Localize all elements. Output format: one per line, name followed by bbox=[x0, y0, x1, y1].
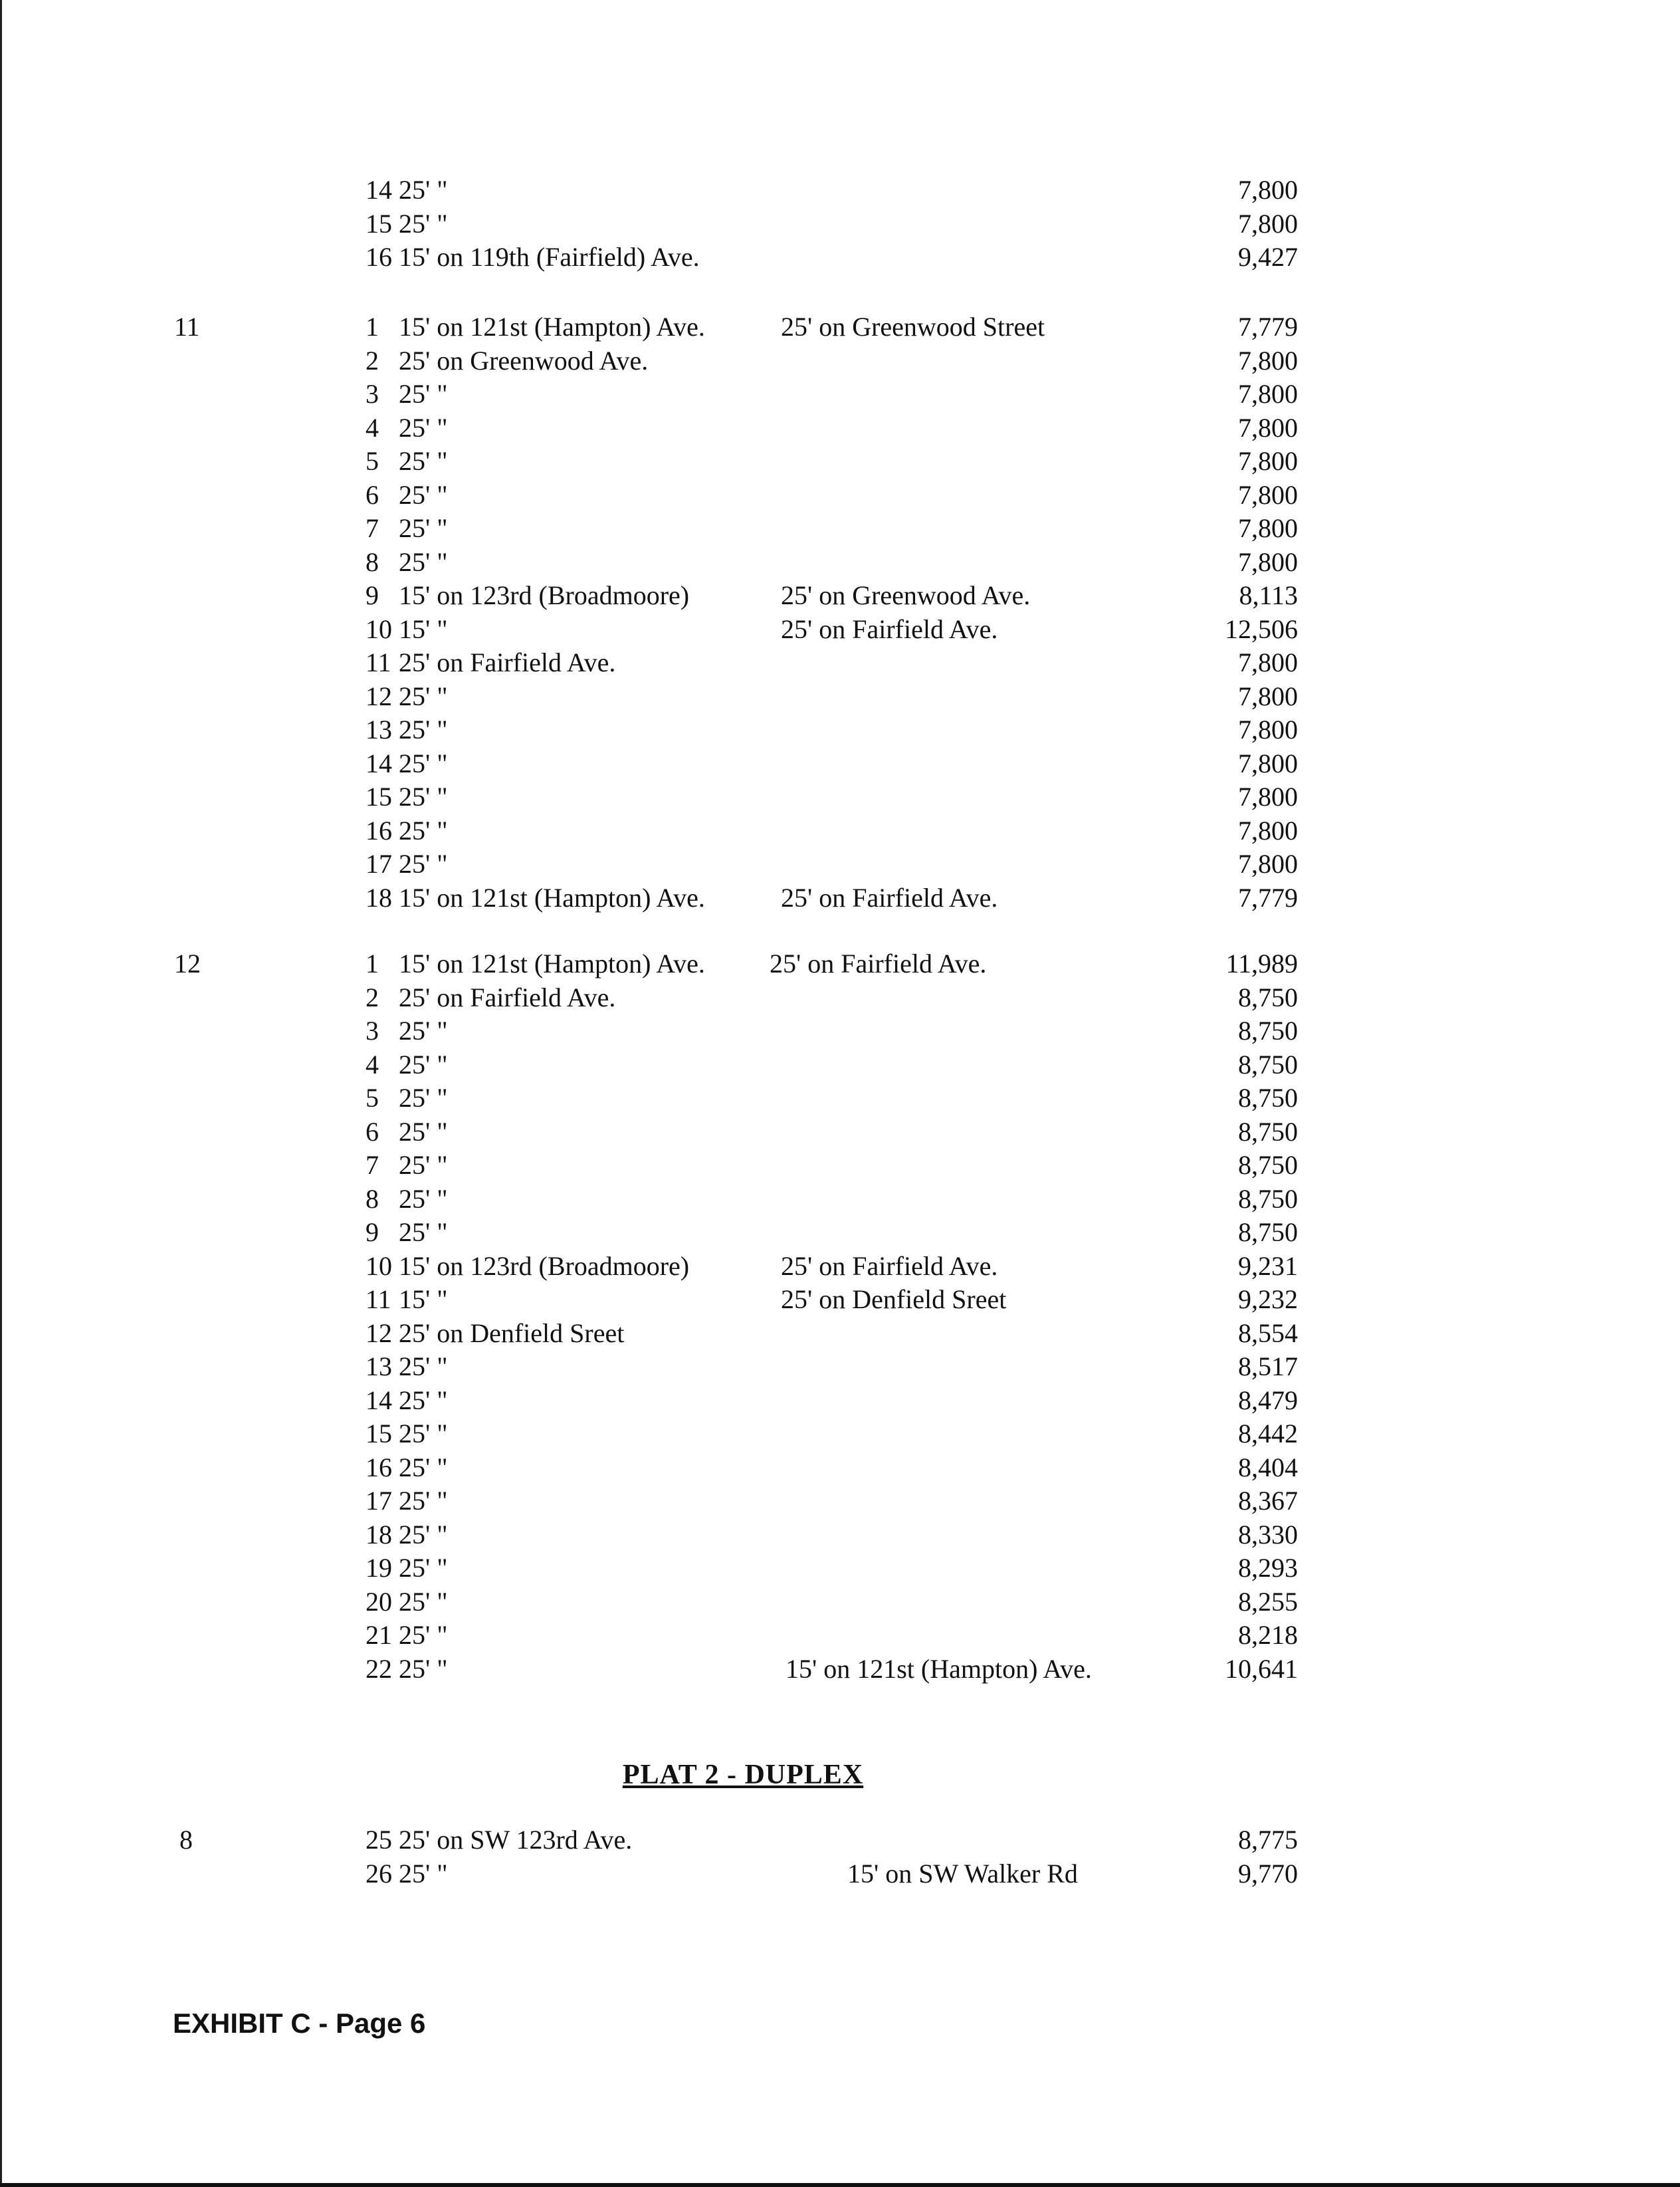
table-row bbox=[0, 479, 1680, 516]
lot-number: 18 bbox=[366, 1519, 392, 1550]
side-frontage: 25' on Fairfield Ave. bbox=[781, 1250, 998, 1281]
table-row bbox=[0, 1653, 1680, 1690]
lot-area: 8,750 bbox=[1238, 1217, 1298, 1247]
frontage: 15' " bbox=[399, 1284, 448, 1314]
frontage: 25' on SW 123rd Ave. bbox=[399, 1825, 633, 1855]
lot-area: 7,779 bbox=[1238, 312, 1298, 342]
lot-area: 7,779 bbox=[1238, 882, 1298, 913]
lot-area: 8,442 bbox=[1238, 1419, 1298, 1448]
table-row bbox=[0, 815, 1680, 852]
lot-number: 16 bbox=[366, 1452, 392, 1482]
lot-number: 14 bbox=[366, 175, 392, 205]
lot-area: 7,800 bbox=[1238, 546, 1298, 577]
lot-number: 22 bbox=[366, 1653, 392, 1684]
frontage: 15' " bbox=[399, 614, 448, 644]
side-frontage: 25' on Fairfield Ave. bbox=[781, 882, 998, 913]
table-row bbox=[0, 1586, 1680, 1623]
table-row bbox=[0, 984, 1680, 1018]
lot-area: 8,750 bbox=[1238, 982, 1298, 1012]
lot-area: 11,989 bbox=[1225, 949, 1298, 978]
frontage: 25' " bbox=[399, 513, 448, 543]
frontage: 15' on 121st (Hampton) Ave. bbox=[399, 882, 705, 913]
lot-area: 7,800 bbox=[1238, 715, 1298, 745]
frontage: 15' on 121st (Hampton) Ave. bbox=[399, 312, 705, 342]
table-row bbox=[0, 616, 1680, 650]
lot-number: 1 bbox=[366, 312, 379, 342]
table-row bbox=[0, 1387, 1680, 1421]
table-row bbox=[0, 1049, 1680, 1086]
table-row bbox=[0, 244, 1680, 278]
side-frontage: 25' on Fairfield Ave. bbox=[781, 614, 998, 644]
lot-number: 15 bbox=[366, 208, 392, 239]
block-number: 12 bbox=[174, 949, 201, 978]
lot-number: 2 bbox=[366, 982, 379, 1012]
table-row bbox=[0, 1488, 1680, 1522]
lot-number: 9 bbox=[366, 1217, 379, 1247]
frontage: 25' " bbox=[399, 1620, 448, 1650]
lot-number: 21 bbox=[366, 1620, 392, 1650]
lot-area: 7,800 bbox=[1238, 175, 1298, 205]
table-row bbox=[0, 1320, 1680, 1354]
table-row bbox=[0, 717, 1680, 750]
frontage: 25' " bbox=[399, 1183, 448, 1214]
lot-area: 7,800 bbox=[1238, 849, 1298, 879]
lot-number: 9 bbox=[366, 580, 379, 610]
block-12-section bbox=[0, 951, 1680, 1689]
frontage: 15' on 121st (Hampton) Ave. bbox=[399, 949, 705, 978]
continuation-rows bbox=[0, 177, 1680, 278]
lot-number: 3 bbox=[366, 379, 379, 409]
lot-number: 10 bbox=[366, 614, 392, 644]
lot-area: 8,367 bbox=[1238, 1486, 1298, 1516]
lot-area: 7,800 bbox=[1238, 782, 1298, 812]
lot-area: 8,750 bbox=[1238, 1150, 1298, 1180]
frontage: 25' " bbox=[399, 208, 448, 239]
frontage: 25' on Denfield Sreet bbox=[399, 1318, 625, 1348]
table-row bbox=[0, 1353, 1680, 1387]
lot-area: 8,255 bbox=[1238, 1586, 1298, 1617]
lot-area: 8,554 bbox=[1238, 1318, 1298, 1348]
table-row bbox=[0, 1519, 1680, 1555]
frontage: 25' " bbox=[399, 1486, 448, 1516]
lot-number: 6 bbox=[366, 479, 379, 510]
lot-number: 5 bbox=[366, 1083, 379, 1113]
lot-area: 8,517 bbox=[1238, 1351, 1298, 1381]
lot-number: 14 bbox=[366, 1385, 392, 1415]
frontage: 25' " bbox=[399, 1653, 448, 1684]
lot-number: 18 bbox=[366, 882, 392, 913]
lot-area: 9,232 bbox=[1238, 1284, 1298, 1314]
frontage: 25' " bbox=[399, 1553, 448, 1583]
lot-area: 7,800 bbox=[1238, 681, 1298, 711]
lot-number: 4 bbox=[366, 1049, 379, 1080]
lot-number: 5 bbox=[366, 446, 379, 476]
lot-number: 16 bbox=[366, 815, 392, 846]
frontage: 25' " bbox=[399, 1385, 448, 1415]
lot-number: 7 bbox=[366, 513, 379, 543]
lot-number: 11 bbox=[366, 647, 391, 677]
frontage: 25' " bbox=[399, 412, 448, 443]
table-row bbox=[0, 1183, 1680, 1220]
lot-number: 3 bbox=[366, 1016, 379, 1046]
side-frontage: 15' on SW Walker Rd bbox=[847, 1858, 1078, 1889]
lot-area: 8,750 bbox=[1238, 1049, 1298, 1080]
table-row bbox=[0, 1286, 1680, 1320]
lot-number: 17 bbox=[366, 1486, 392, 1516]
lot-area: 8,113 bbox=[1239, 580, 1298, 610]
frontage: 25' " bbox=[399, 1083, 448, 1113]
frontage: 25' " bbox=[399, 1049, 448, 1080]
frontage: 25' " bbox=[399, 1858, 448, 1889]
lot-number: 10 bbox=[366, 1250, 392, 1281]
table-row bbox=[0, 1827, 1680, 1861]
side-frontage: 25' on Denfield Sreet bbox=[781, 1284, 1007, 1314]
lot-number: 1 bbox=[366, 949, 379, 978]
table-row bbox=[0, 546, 1680, 583]
lot-number: 12 bbox=[366, 1318, 392, 1348]
plat-2-block-8-section bbox=[0, 1827, 1680, 1894]
lot-number: 13 bbox=[366, 715, 392, 745]
lot-area: 10,641 bbox=[1225, 1653, 1298, 1684]
lot-area: 7,800 bbox=[1238, 479, 1298, 510]
lot-number: 15 bbox=[366, 1419, 392, 1448]
table-row bbox=[0, 314, 1680, 348]
lot-area: 8,293 bbox=[1238, 1553, 1298, 1583]
lot-area: 8,479 bbox=[1238, 1385, 1298, 1415]
table-row bbox=[0, 1421, 1680, 1454]
block-11-section bbox=[0, 314, 1680, 918]
table-row bbox=[0, 208, 1680, 245]
lot-area: 8,750 bbox=[1238, 1116, 1298, 1147]
frontage: 25' " bbox=[399, 1419, 448, 1448]
frontage: 25' " bbox=[399, 1351, 448, 1381]
lot-area: 8,775 bbox=[1238, 1825, 1298, 1855]
lot-number: 14 bbox=[366, 748, 392, 778]
table-row bbox=[0, 1555, 1680, 1589]
frontage: 25' on Greenwood Ave. bbox=[399, 345, 649, 376]
table-row bbox=[0, 784, 1680, 818]
plat-2-heading: PLAT 2 - DUPLEX bbox=[622, 1760, 864, 1790]
lot-number: 25 bbox=[366, 1825, 392, 1855]
table-row bbox=[0, 1250, 1680, 1287]
lot-area: 8,330 bbox=[1238, 1519, 1298, 1550]
lot-number: 16 bbox=[366, 242, 392, 272]
lot-area: 9,231 bbox=[1238, 1250, 1298, 1281]
table-row bbox=[0, 582, 1680, 616]
frontage: 25' " bbox=[399, 1519, 448, 1550]
lot-number: 8 bbox=[366, 546, 379, 577]
lot-area: 7,800 bbox=[1238, 815, 1298, 846]
lot-area: 8,750 bbox=[1238, 1083, 1298, 1113]
table-row bbox=[0, 1085, 1680, 1119]
table-row bbox=[0, 750, 1680, 784]
frontage: 25' " bbox=[399, 479, 448, 510]
lot-area: 7,800 bbox=[1238, 345, 1298, 376]
frontage: 25' on Fairfield Ave. bbox=[399, 647, 616, 677]
table-row bbox=[0, 851, 1680, 885]
frontage: 25' " bbox=[399, 1116, 448, 1147]
frontage: 25' " bbox=[399, 446, 448, 476]
table-row bbox=[0, 683, 1680, 717]
table-row bbox=[0, 515, 1680, 549]
table-row bbox=[0, 1116, 1680, 1153]
frontage: 25' " bbox=[399, 1016, 448, 1046]
frontage: 25' on Fairfield Ave. bbox=[399, 982, 616, 1012]
lot-number: 13 bbox=[366, 1351, 392, 1381]
table-row bbox=[0, 448, 1680, 482]
table-row bbox=[0, 951, 1680, 984]
table-row bbox=[0, 1622, 1680, 1656]
lot-area: 7,800 bbox=[1238, 748, 1298, 778]
table-row bbox=[0, 1454, 1680, 1488]
table-row bbox=[0, 1219, 1680, 1253]
frontage: 25' " bbox=[399, 1217, 448, 1247]
frontage: 25' " bbox=[399, 782, 448, 812]
lot-area: 8,750 bbox=[1238, 1016, 1298, 1046]
frontage: 25' " bbox=[399, 1586, 448, 1617]
frontage: 25' " bbox=[399, 715, 448, 745]
lot-area: 7,800 bbox=[1238, 513, 1298, 543]
table-row bbox=[0, 1858, 1680, 1895]
table-row bbox=[0, 1152, 1680, 1186]
side-frontage: 25' on Greenwood Ave. bbox=[781, 580, 1031, 610]
table-row bbox=[0, 1018, 1680, 1052]
lot-area: 7,800 bbox=[1238, 412, 1298, 443]
lot-number: 4 bbox=[366, 412, 379, 443]
frontage: 15' on 119th (Fairfield) Ave. bbox=[399, 242, 700, 272]
page-footer: EXHIBIT C - Page 6 bbox=[173, 2008, 426, 2039]
frontage: 25' " bbox=[399, 815, 448, 846]
lot-area: 12,506 bbox=[1225, 614, 1298, 644]
lot-number: 15 bbox=[366, 782, 392, 812]
lot-number: 17 bbox=[366, 849, 392, 879]
lot-area: 7,800 bbox=[1238, 208, 1298, 239]
table-row bbox=[0, 882, 1680, 919]
frontage: 15' on 123rd (Broadmoore) bbox=[399, 1250, 690, 1281]
lot-number: 8 bbox=[366, 1183, 379, 1214]
lot-area: 8,218 bbox=[1238, 1620, 1298, 1650]
table-row bbox=[0, 381, 1680, 415]
scan-edge-bottom bbox=[0, 2183, 1680, 2187]
lot-area: 7,800 bbox=[1238, 379, 1298, 409]
block-number: 8 bbox=[179, 1825, 193, 1855]
lot-area: 7,800 bbox=[1238, 446, 1298, 476]
lot-number: 2 bbox=[366, 345, 379, 376]
lot-number: 11 bbox=[366, 1284, 391, 1314]
lot-area: 8,750 bbox=[1238, 1183, 1298, 1214]
lot-area: 7,800 bbox=[1238, 647, 1298, 677]
side-frontage: 25' on Greenwood Street bbox=[781, 312, 1045, 342]
table-row bbox=[0, 412, 1680, 449]
frontage: 25' " bbox=[399, 681, 448, 711]
lot-area: 9,770 bbox=[1238, 1858, 1298, 1889]
table-row bbox=[0, 649, 1680, 683]
frontage: 15' on 123rd (Broadmoore) bbox=[399, 580, 690, 610]
frontage: 25' " bbox=[399, 379, 448, 409]
block-number: 11 bbox=[174, 312, 200, 342]
lot-area: 8,404 bbox=[1238, 1452, 1298, 1482]
lot-area: 9,427 bbox=[1238, 242, 1298, 272]
frontage: 25' " bbox=[399, 1452, 448, 1482]
lot-number: 26 bbox=[366, 1858, 392, 1889]
side-frontage: 25' on Fairfield Ave. bbox=[770, 949, 987, 978]
frontage: 25' " bbox=[399, 546, 448, 577]
lot-number: 20 bbox=[366, 1586, 392, 1617]
lot-number: 6 bbox=[366, 1116, 379, 1147]
table-row bbox=[0, 345, 1680, 382]
frontage: 25' " bbox=[399, 849, 448, 879]
lot-number: 7 bbox=[366, 1150, 379, 1180]
lot-number: 12 bbox=[366, 681, 392, 711]
table-row bbox=[0, 177, 1680, 211]
side-frontage: 15' on 121st (Hampton) Ave. bbox=[786, 1653, 1092, 1684]
frontage: 25' " bbox=[399, 1150, 448, 1180]
frontage: 25' " bbox=[399, 748, 448, 778]
frontage: 25' " bbox=[399, 175, 448, 205]
lot-number: 19 bbox=[366, 1553, 392, 1583]
